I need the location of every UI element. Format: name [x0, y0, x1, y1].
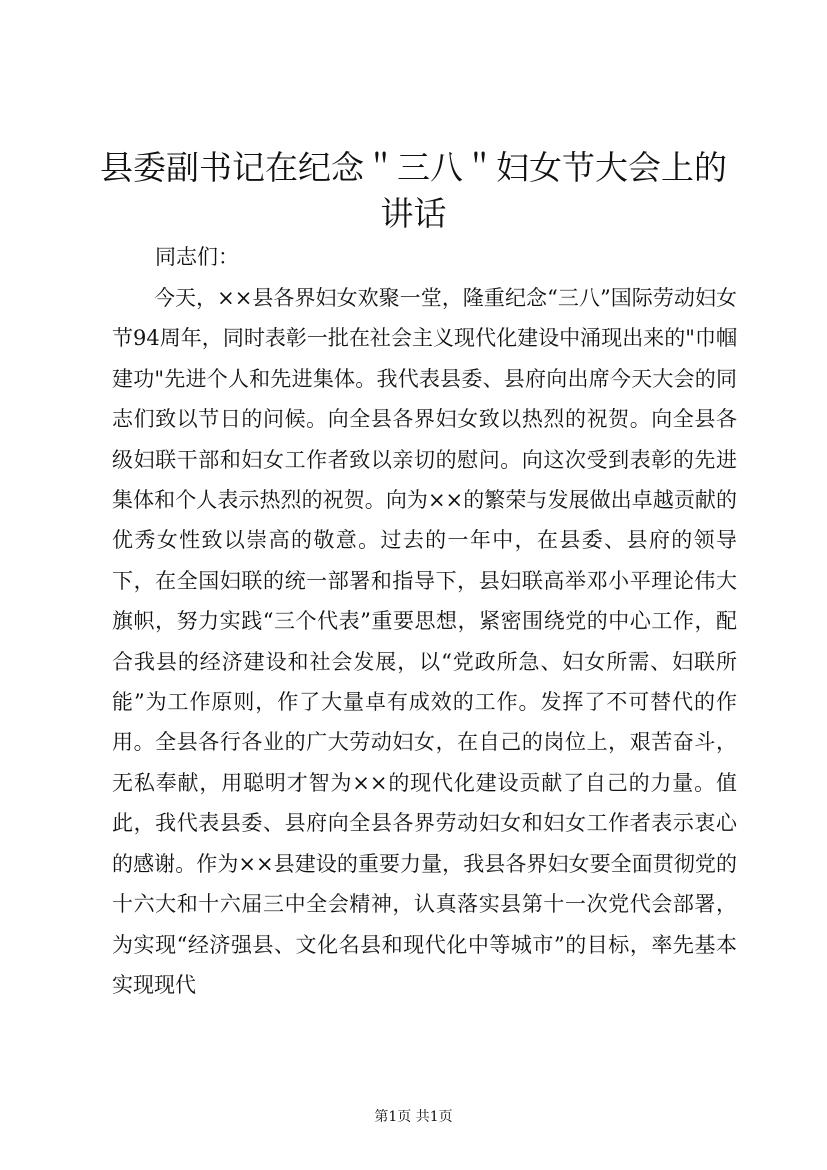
body-paragraph: 今天，××县各界妇女欢聚一堂，隆重纪念“三八”国际劳动妇女节94周年，同时表彰一批在社会主义现代化建设中涌现出来的"巾帼建功"先进个人和先进集体。我代表县委、县府向出席今天大会的同志们致以节日的问候。向全县各界妇女致以热烈的祝贺。向全县各级妇联干部和妇女工作者致以亲切的慰问。向这次受到表彰的先进集体和个人表示热烈的祝贺。向为××的繁荣与发展做出卓越贡献的优秀女性致以崇高的敬意。过去的一年中，在县委、县府的领导下，在全国妇联的统一部署和指导下，县妇联高举邓小平理论伟大旗帜，努力实践“三个代表”重要思想，紧密围绕党的中心工作，配合我县的经济建设和社会发展，以“党政所急、妇女所需、妇联所能”为工作原则，作了大量卓有成效的工作。发挥了不可替代的作用。全县各行各业的广大劳动妇女，在自己的岗位上，艰苦奋斗，无私奉献，用聪明才智为××的现代化建设贡献了自己的力量。值此，我代表县委、县府向全县各界劳动妇女和妇女工作者表示衷心的感谢。作为××县建设的重要力量，我县各界妇女要全面贯彻党的十六大和十六届三中全会精神，认真落实县第十一次党代会部署，为实现“经济强县、文化名县和现代化中等城市”的目标，率先基本实现现代 — [112, 286, 737, 997]
salutation: 同志们： — [155, 245, 239, 269]
page-footer: 第1页 共1页 — [374, 1109, 453, 1125]
document-title: 县委副书记在纪念＂三八＂妇女节大会上的讲话 — [100, 148, 727, 233]
